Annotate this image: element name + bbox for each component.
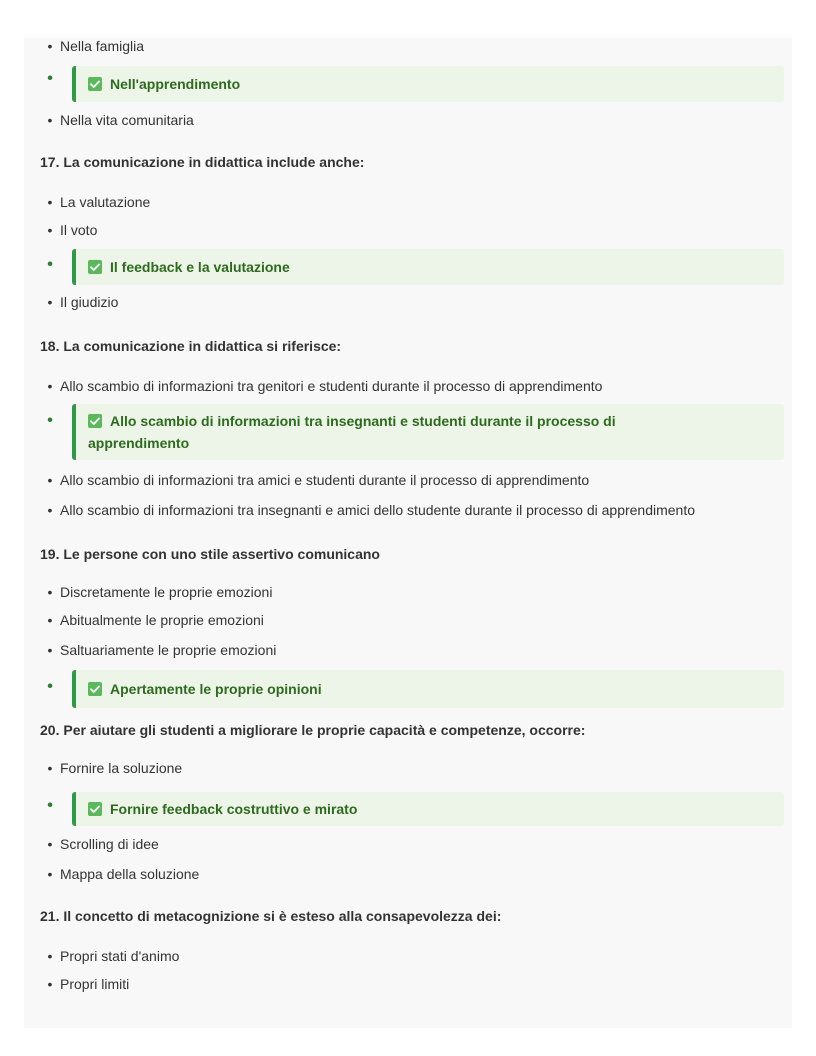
question-title: 20. Per aiutare gli studenti a migliorare le proprie capacità e competenze, occorre: bbox=[40, 722, 586, 738]
bullet: • bbox=[47, 836, 53, 852]
correct-answer-label: Il feedback e la valutazione bbox=[110, 259, 290, 275]
question-title: 17. La comunicazione in didattica include anche: bbox=[40, 154, 365, 170]
correct-answer-box bbox=[72, 66, 784, 102]
question-title: 19. Le persone con uno stile assertivo comunicano bbox=[40, 546, 380, 562]
bullet: • bbox=[47, 222, 53, 238]
bullet: • bbox=[47, 760, 53, 776]
list-item: • Allo scambio di informazioni tra amici e studenti durante il processo di apprendimento bbox=[40, 472, 589, 488]
checkmark-icon bbox=[88, 682, 102, 696]
checkmark-icon bbox=[88, 260, 102, 274]
list-item: • Nella vita comunitaria bbox=[40, 112, 194, 128]
list-item: • Scrolling di idee bbox=[40, 836, 159, 852]
bullet: • bbox=[47, 112, 53, 128]
question-title: 18. La comunicazione in didattica si riferisce: bbox=[40, 338, 342, 354]
quiz-sheet bbox=[24, 38, 792, 1028]
bullet: • bbox=[47, 866, 53, 882]
bullet: • bbox=[47, 584, 53, 600]
bullet: • bbox=[47, 502, 53, 518]
question-title: 21. Il concetto di metacognizione si è esteso alla consapevolezza dei: bbox=[40, 908, 502, 924]
list-item: • Saltuariamente le proprie emozioni bbox=[40, 642, 276, 658]
checkmark-icon bbox=[88, 414, 102, 428]
bullet: • bbox=[47, 378, 53, 394]
list-item: • Il giudizio bbox=[40, 294, 118, 310]
bullet: • bbox=[47, 797, 53, 814]
correct-answer-label: Fornire feedback costruttivo e mirato bbox=[110, 801, 358, 817]
list-item: • Il voto bbox=[40, 222, 97, 238]
correct-answer-label-cont: apprendimento bbox=[88, 435, 190, 451]
correct-answer-box bbox=[72, 792, 784, 826]
correct-answer-box bbox=[72, 249, 784, 285]
bullet: • bbox=[47, 256, 53, 273]
list-item: • Nella famiglia bbox=[40, 38, 144, 54]
bullet: • bbox=[47, 412, 53, 429]
bullet: • bbox=[47, 976, 53, 992]
list-item: • Propri limiti bbox=[40, 976, 129, 992]
list-item: • Discretamente le proprie emozioni bbox=[40, 584, 272, 600]
correct-answer-label: Allo scambio di informazioni tra insegnanti e studenti durante il processo di bbox=[110, 413, 616, 429]
bullet: • bbox=[47, 294, 53, 310]
bullet: • bbox=[47, 38, 53, 54]
bullet: • bbox=[47, 70, 53, 87]
list-item: • La valutazione bbox=[40, 194, 150, 210]
list-item: • Allo scambio di informazioni tra genitori e studenti durante il processo di apprendimento bbox=[40, 378, 602, 394]
list-item: • Mappa della soluzione bbox=[40, 866, 199, 882]
checkmark-icon bbox=[88, 802, 102, 816]
correct-answer-box bbox=[72, 670, 784, 708]
bullet: • bbox=[47, 678, 53, 695]
correct-answer-label: Apertamente le proprie opinioni bbox=[110, 681, 322, 697]
list-item: • Abitualmente le proprie emozioni bbox=[40, 612, 264, 628]
bullet: • bbox=[47, 612, 53, 628]
list-item: • Allo scambio di informazioni tra insegnanti e amici dello studente durante il processo di apprendimento bbox=[40, 502, 695, 518]
correct-answer-label: Nell'apprendimento bbox=[110, 76, 241, 92]
checkmark-icon bbox=[88, 77, 102, 91]
bullet: • bbox=[47, 642, 53, 658]
bullet: • bbox=[47, 948, 53, 964]
list-item: • Fornire la soluzione bbox=[40, 760, 182, 776]
bullet: • bbox=[47, 472, 53, 488]
correct-answer-box bbox=[72, 404, 784, 460]
bullet: • bbox=[47, 194, 53, 210]
list-item: • Propri stati d'animo bbox=[40, 948, 179, 964]
